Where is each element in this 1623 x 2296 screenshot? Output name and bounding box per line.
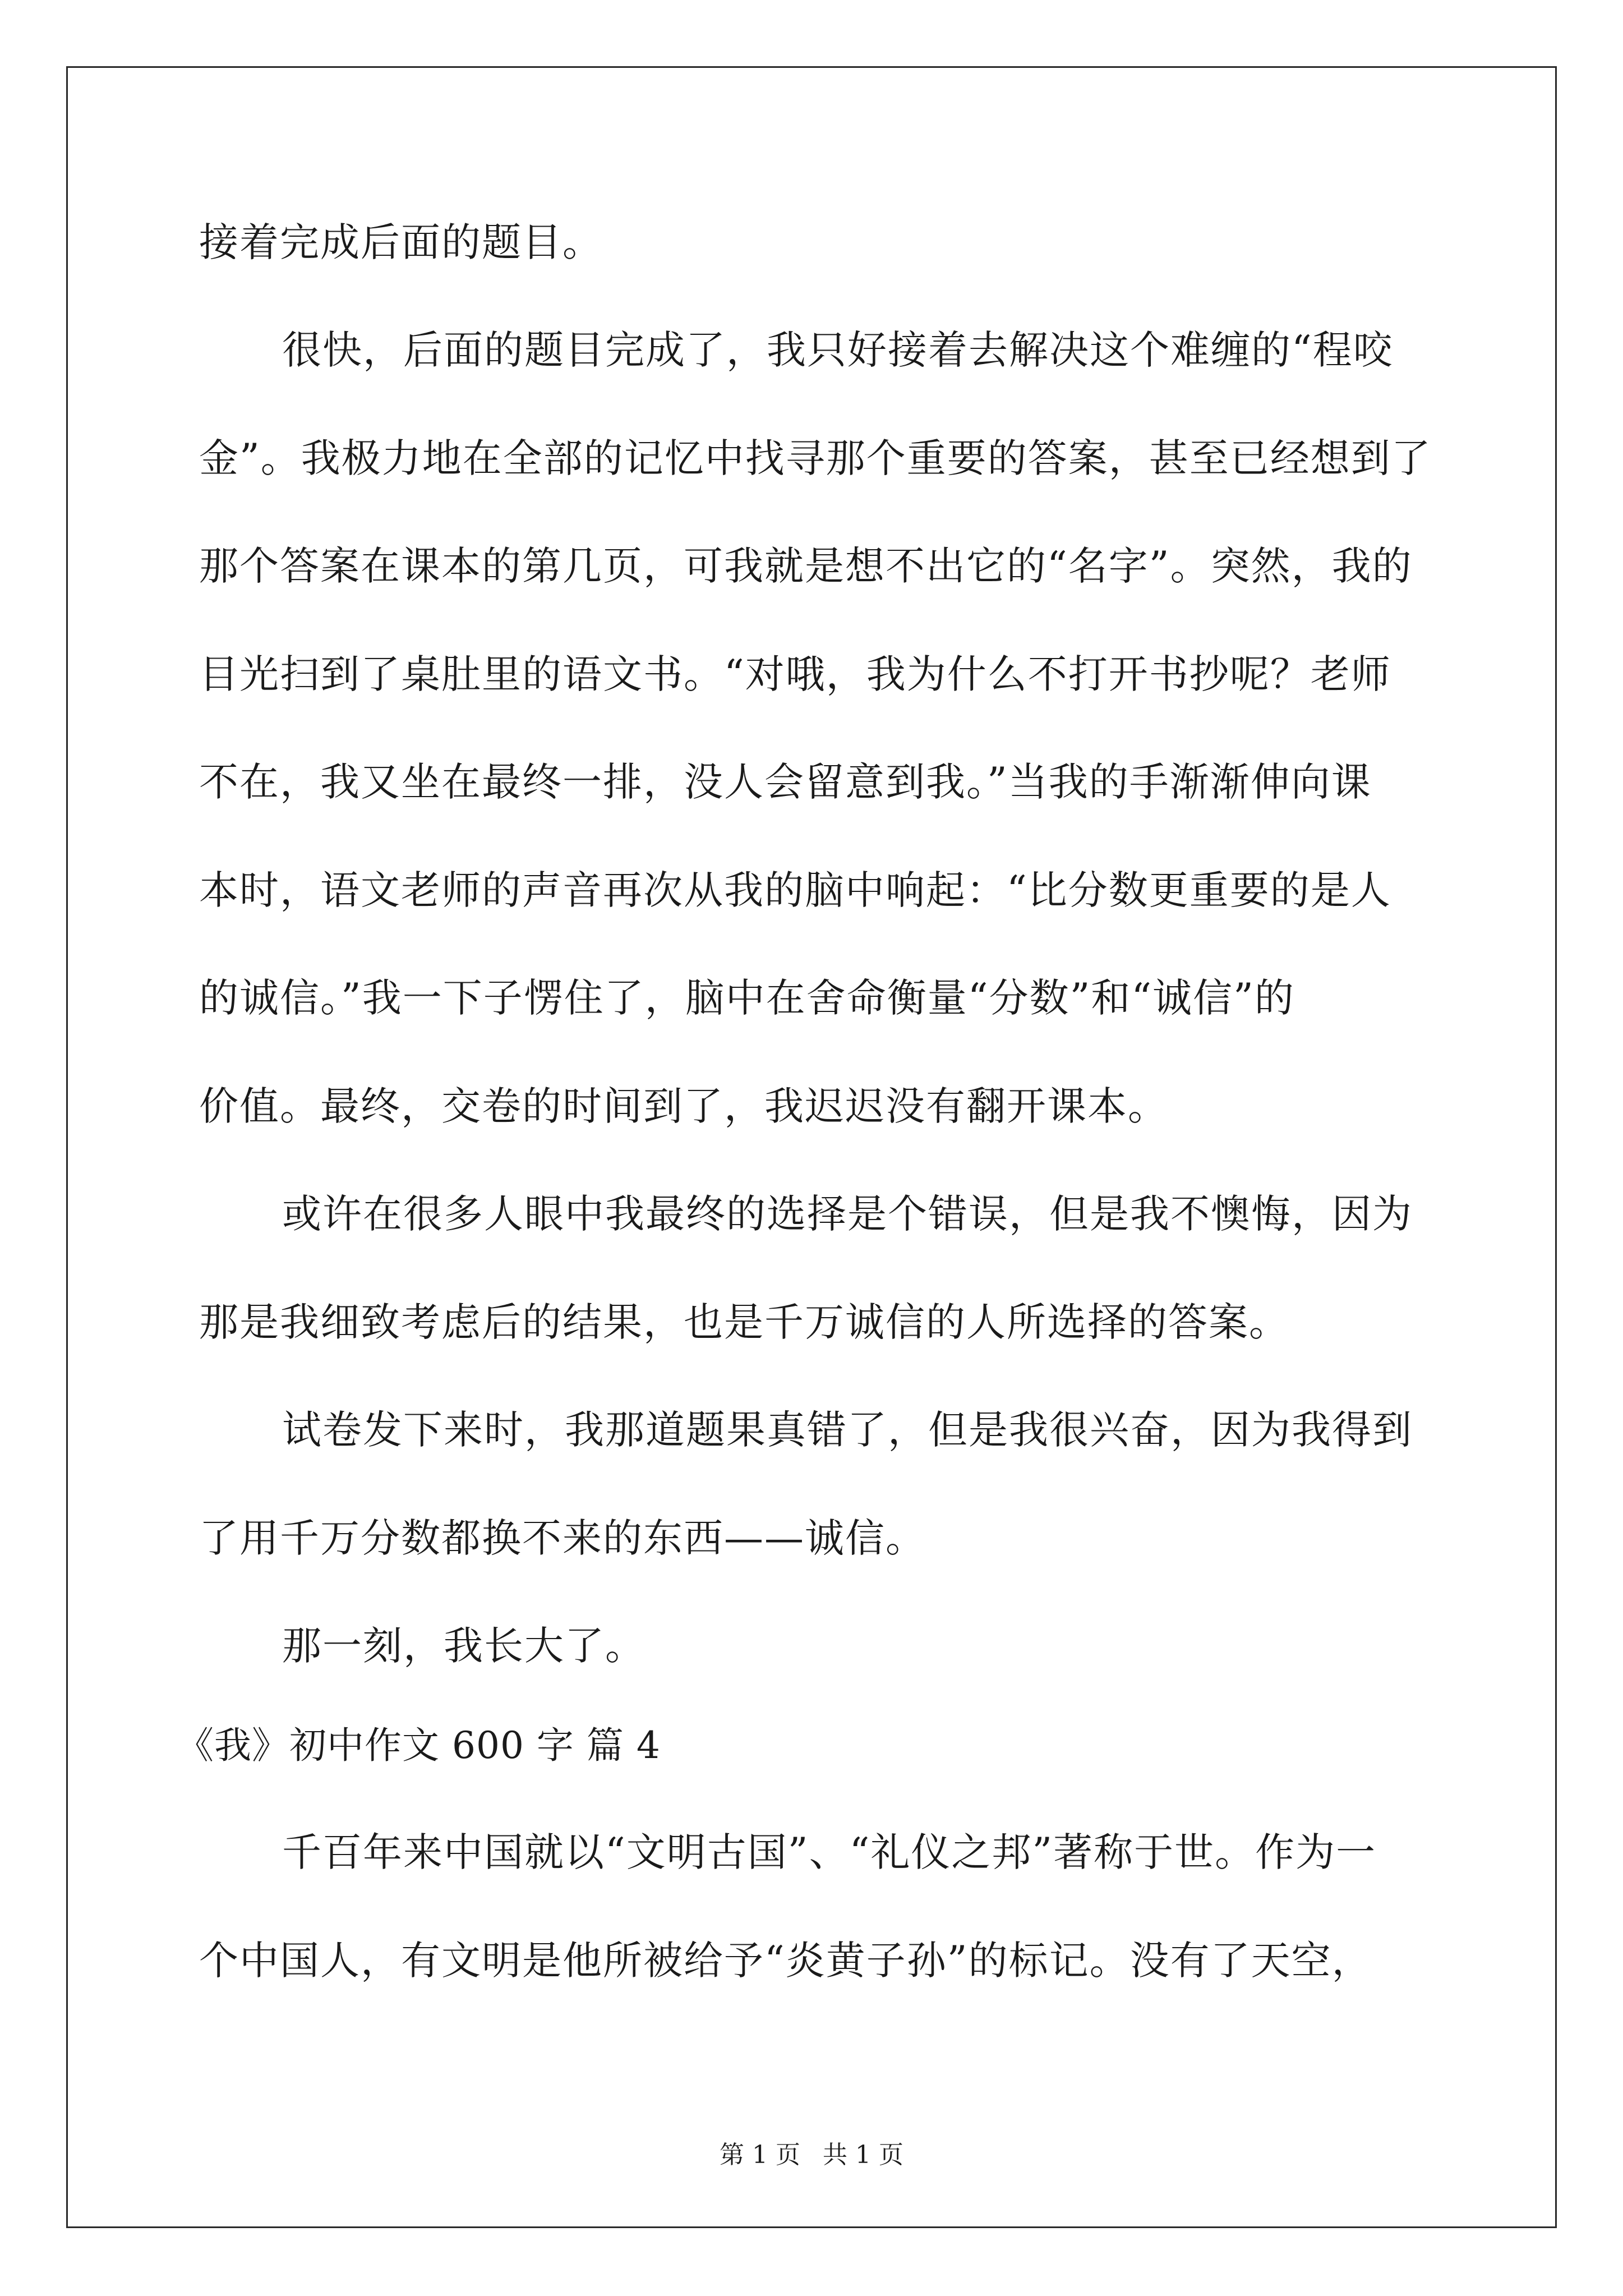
paragraph-line: 那个答案在课本的第几页，可我就是想不出它的“名字”。突然，我的	[199, 543, 1413, 589]
paragraph-line: 接着完成后面的题目。	[199, 219, 603, 265]
paragraph-line: 或许在很多人眼中我最终的选择是个错误，但是我不懊悔，因为	[282, 1191, 1413, 1237]
paragraph-line: 很快，后面的题目完成了，我只好接着去解决这个难缠的“程咬	[282, 327, 1394, 373]
paragraph-line: 试卷发下来时，我那道题果真错了，但是我很兴奋，因为我得到	[282, 1407, 1413, 1453]
paragraph-line: 不在，我又坐在最终一排，没人会留意到我。”当我的手渐渐伸向课	[199, 759, 1372, 805]
page-number: 第 1 页	[720, 2141, 800, 2169]
paragraph-line: 那一刻，我长大了。	[282, 1623, 645, 1669]
paragraph-line: 那是我细致考虑后的结果，也是千万诚信的人所选择的答案。	[199, 1299, 1289, 1345]
paragraph-line: 的诚信。”我一下子愣住了，脑中在舍命衡量“分数”和“诚信”的	[199, 975, 1295, 1021]
paragraph-line: 本时，语文老师的声音再次从我的脑中响起：“比分数更重要的是人	[199, 867, 1391, 913]
paragraph-line: 目光扫到了桌肚里的语文书。“对哦，我为什么不打开书抄呢？老师	[199, 651, 1391, 697]
paragraph-line: 千百年来中国就以“文明古国”、“礼仪之邦”著称于世。作为一	[282, 1829, 1377, 1875]
page-border	[66, 66, 1557, 2228]
paragraph-line: 了用千万分数都换不来的东西——诚信。	[199, 1515, 926, 1561]
total-pages: 共 1 页	[823, 2141, 903, 2169]
paragraph-line: 金”。我极力地在全部的记忆中找寻那个重要的答案，甚至已经想到了	[199, 435, 1432, 481]
paragraph-line: 个中国人，有文明是他所被给予“炎黄子孙”的标记。没有了天空，	[199, 1938, 1372, 1984]
page-footer	[0, 2138, 1623, 2172]
section-heading: 《我》初中作文 600 字 篇 4	[177, 1724, 661, 1767]
paragraph-line: 价值。最终，交卷的时间到了，我迟迟没有翻开课本。	[199, 1083, 1168, 1129]
